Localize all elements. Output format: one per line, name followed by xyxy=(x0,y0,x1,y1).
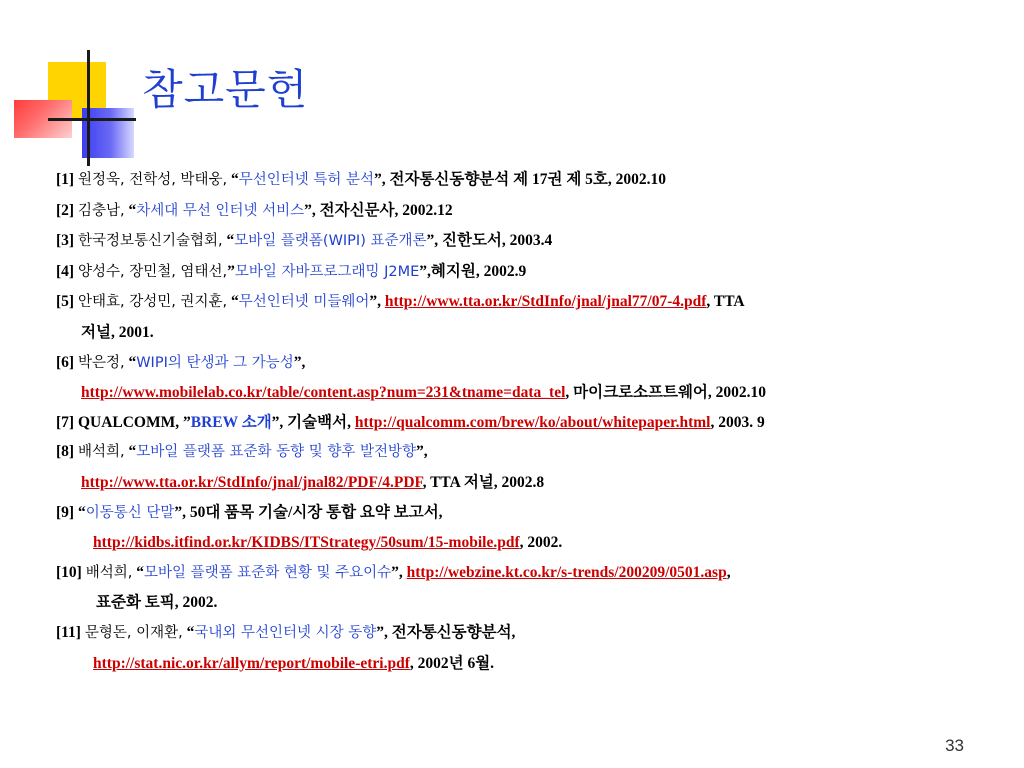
ref-continuation xyxy=(56,378,976,408)
ref-publication: , TTA xyxy=(706,293,745,311)
reference-item-11 xyxy=(56,618,976,678)
ref-link[interactable]: http://www.mobilelab.co.kr/table/content.asp?num=231&tname=data_tel xyxy=(81,384,566,402)
ref-publication: , xyxy=(726,563,731,581)
ref-quote-close: ” xyxy=(419,262,428,280)
ref-title: BREW 소개 xyxy=(190,413,272,431)
ref-number: [1] xyxy=(56,171,75,188)
ref-publication: , 전자신문사, 2002.12 xyxy=(311,201,453,219)
ref-publication: , 2002년 6월. xyxy=(409,654,495,672)
reference-item-1 xyxy=(56,165,976,196)
ref-quote-open: “ xyxy=(124,443,137,461)
ref-publication: , 2003. 9 xyxy=(710,413,765,431)
ref-separator: , 기술백서, xyxy=(279,413,355,431)
ref-continuation: 저널, 2001. xyxy=(81,323,154,341)
ref-number: [4] xyxy=(56,262,75,280)
ref-continuation xyxy=(56,649,976,679)
ref-publication: , 마이크로소프트웨어, 2002.10 xyxy=(565,384,767,402)
ref-title: 이동통신 단말 xyxy=(85,504,175,521)
ref-title: 국내외 무선인터넷 시장 동향 xyxy=(194,624,377,641)
ref-quote-close: ” xyxy=(373,171,382,188)
ref-publication: ,혜지원, 2002.9 xyxy=(427,262,527,280)
reference-item-2 xyxy=(56,196,976,227)
ref-publication: , 전자통신동향분석, xyxy=(384,623,516,641)
ref-quote-close: ” xyxy=(271,413,280,431)
ref-quote-open: ” xyxy=(179,413,191,431)
ref-publication: , 50대 품목 기술/시장 통합 요약 보고서, xyxy=(182,503,443,521)
ref-authors: 김충남, xyxy=(77,202,125,219)
ref-link[interactable]: http://www.tta.or.kr/StdInfo/jnal/jnal77/07-4.pdf xyxy=(384,293,707,311)
ref-link[interactable]: http://stat.nic.or.kr/allym/report/mobile-etri.pdf xyxy=(93,654,410,672)
ref-authors: 문형돈, 이재환, xyxy=(84,624,183,641)
ref-title: 모바일 자바프로그래밍 J2ME xyxy=(234,263,420,280)
ref-number: [2] xyxy=(56,201,75,219)
ref-authors: 박은정, xyxy=(77,354,125,371)
ref-quote-open: ” xyxy=(227,262,235,280)
ref-link[interactable]: http://webzine.kt.co.kr/s-trends/200209/0501.asp xyxy=(406,563,727,581)
ref-number: [7] xyxy=(56,413,75,431)
ref-number: [10] xyxy=(56,563,82,581)
ref-continuation: 표준화 토픽, 2002. xyxy=(96,594,218,612)
ref-link[interactable]: http://www.tta.or.kr/StdInfo/jnal/jnal82/PDF/4.PDF xyxy=(81,473,423,491)
reference-item-9 xyxy=(56,498,976,558)
page-number: 33 xyxy=(945,736,964,755)
ref-quote-open: “ xyxy=(124,201,137,219)
ref-quote-open: “ xyxy=(132,563,144,581)
ref-quote-open: “ xyxy=(124,353,137,371)
ref-number: [8] xyxy=(56,443,75,461)
ref-quote-close: ” xyxy=(174,503,183,521)
reference-item-10 xyxy=(56,558,976,618)
reference-item-8 xyxy=(56,437,976,497)
ref-publication: , 2002. xyxy=(519,534,563,552)
ref-authors: 원정욱, 전학성, 박태웅, xyxy=(77,172,228,188)
ref-title: WIPI의 탄생과 그 가능성 xyxy=(136,354,294,371)
ref-quote-close: ” xyxy=(304,201,312,219)
ref-quote-close: ” xyxy=(416,443,424,461)
ref-title: 무선인터넷 미들웨어 xyxy=(238,294,370,311)
reference-item-7 xyxy=(56,408,976,438)
reference-item-3 xyxy=(56,226,976,257)
ref-number: [9] xyxy=(56,503,75,521)
slide-title: 참고문헌 xyxy=(142,65,309,114)
reference-item-5 xyxy=(56,287,976,347)
ref-quote-close: ” xyxy=(369,293,378,311)
ref-number: [5] xyxy=(56,293,75,311)
ref-title: 모바일 플랫폼 표준화 동향 및 향후 발전방향 xyxy=(136,444,416,461)
ref-authors: 양성수, 장민철, 염태선, xyxy=(77,263,228,280)
ref-number: [3] xyxy=(56,232,75,250)
ref-separator: , xyxy=(377,293,385,311)
ref-separator: , xyxy=(398,563,407,581)
ref-quote-open: “ xyxy=(222,232,235,250)
ref-title: 모바일 플랫폼 표준화 현황 및 주요이슈 xyxy=(143,564,392,581)
ref-authors: 안태효, 강성민, 권지훈, xyxy=(77,294,228,311)
ref-title: 차세대 무선 인터넷 서비스 xyxy=(136,202,305,219)
ref-title: 모바일 플랫폼(WIPI) 표준개론 xyxy=(234,233,427,250)
ref-number: [11] xyxy=(56,623,81,641)
ref-quote-close: ” xyxy=(293,353,302,371)
reference-item-6 xyxy=(56,348,976,408)
decor-vertical-line xyxy=(87,50,90,166)
ref-link[interactable]: http://qualcomm.com/brew/ko/about/whitepaper.html xyxy=(354,413,711,431)
ref-separator: , xyxy=(423,443,428,461)
decor-horizontal-line xyxy=(48,118,136,121)
ref-quote-open: “ xyxy=(227,293,239,311)
ref-publication: , 진한도서, 2003.4 xyxy=(434,232,553,250)
ref-authors: 배석희, xyxy=(85,564,133,581)
ref-quote-close: ” xyxy=(426,232,435,250)
ref-quote-open: “ xyxy=(74,503,86,521)
ref-authors: QUALCOMM, xyxy=(77,413,180,431)
ref-quote-open: “ xyxy=(227,171,239,188)
ref-quote-open: “ xyxy=(182,623,195,641)
ref-link[interactable]: http://kidbs.itfind.or.kr/KIDBS/ITStrategy/50sum/15-mobile.pdf xyxy=(93,534,520,552)
reference-list xyxy=(56,165,976,678)
ref-separator: , xyxy=(301,353,306,371)
ref-title: 무선인터넷 특허 분석 xyxy=(238,172,374,188)
ref-publication: , TTA 저널, 2002.8 xyxy=(422,473,545,491)
ref-publication: , 전자통신동향분석 제 17권 제 5호, 2002.10 xyxy=(381,171,667,188)
ref-authors: 배석희, xyxy=(77,444,125,461)
reference-item-4 xyxy=(56,257,976,288)
ref-continuation xyxy=(56,528,976,558)
ref-quote-close: ” xyxy=(376,623,385,641)
ref-number: [6] xyxy=(56,353,75,371)
ref-quote-close: ” xyxy=(391,563,399,581)
ref-authors: 한국정보통신기술협회, xyxy=(77,233,223,250)
ref-continuation xyxy=(56,468,976,498)
